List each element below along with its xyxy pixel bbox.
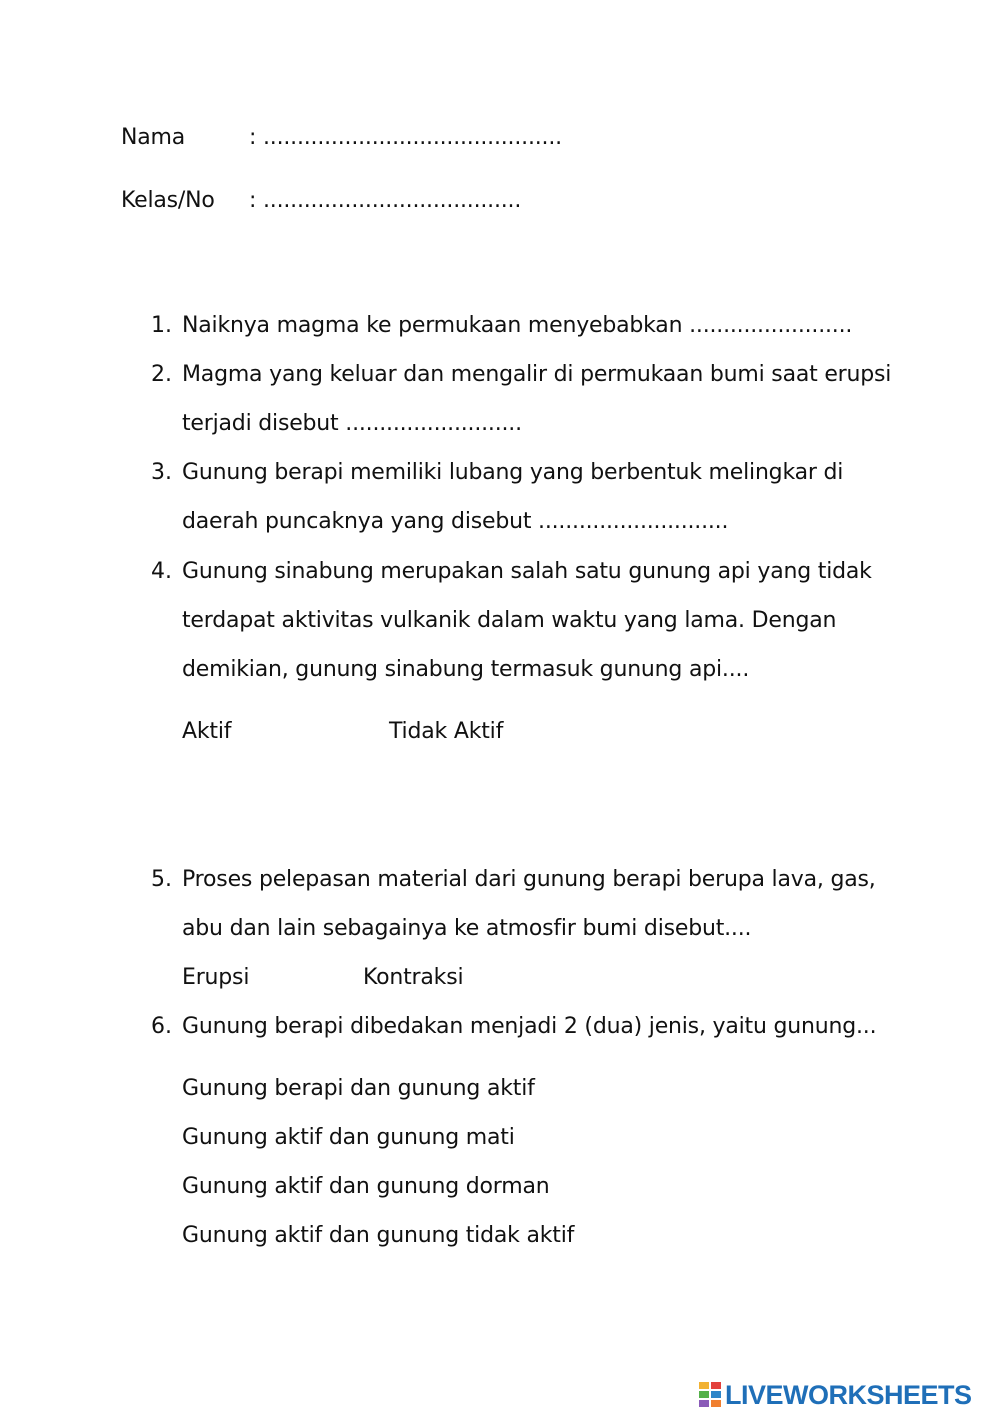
class-label: Kelas/No — [121, 188, 215, 213]
name-label: Nama — [121, 125, 186, 150]
question-3-line-1: Gunung berapi memiliki lubang yang berbentuk melingkar di — [182, 460, 844, 485]
question-4-number: 4. — [151, 559, 172, 584]
question-2-number: 2. — [151, 362, 172, 387]
question-5-option-erupsi[interactable]: Erupsi — [182, 965, 250, 990]
question-6-option-2[interactable]: Gunung aktif dan gunung mati — [182, 1125, 515, 1150]
question-6-option-1[interactable]: Gunung berapi dan gunung aktif — [182, 1076, 535, 1101]
name-field[interactable]: : ............................................ — [249, 125, 562, 150]
question-4-option-tidak-aktif[interactable]: Tidak Aktif — [389, 719, 504, 744]
liveworksheets-logo-icon — [698, 1380, 722, 1410]
question-3-number: 3. — [151, 460, 172, 485]
question-5-number: 5. — [151, 867, 172, 892]
question-4-line-3: demikian, gunung sinabung termasuk gunung api.... — [182, 657, 750, 682]
question-1-line-1: Naiknya magma ke permukaan menyebabkan ........................ — [182, 313, 853, 338]
question-5-option-kontraksi[interactable]: Kontraksi — [363, 965, 464, 990]
question-4-option-aktif[interactable]: Aktif — [182, 719, 232, 744]
question-4-line-2: terdapat aktivitas vulkanik dalam waktu yang lama. Dengan — [182, 608, 837, 633]
question-3-line-2: daerah puncaknya yang disebut ............................ — [182, 509, 729, 534]
brand-name: LIVEWORKSHEETS — [725, 1379, 972, 1410]
question-6-option-3[interactable]: Gunung aktif dan gunung dorman — [182, 1174, 550, 1199]
class-field[interactable]: : ...................................... — [249, 188, 522, 213]
question-6-line-1: Gunung berapi dibedakan menjadi 2 (dua) jenis, yaitu gunung... — [182, 1014, 877, 1039]
question-4-line-1: Gunung sinabung merupakan salah satu gunung api yang tidak — [182, 559, 872, 584]
question-1-number: 1. — [151, 313, 172, 338]
liveworksheets-brand — [698, 1378, 972, 1412]
question-2-line-2: terjadi disebut .......................... — [182, 411, 522, 436]
question-2-line-1: Magma yang keluar dan mengalir di permukaan bumi saat erupsi — [182, 362, 892, 387]
question-6-number: 6. — [151, 1014, 172, 1039]
question-5-line-2: abu dan lain sebagainya ke atmosfir bumi disebut.... — [182, 916, 752, 941]
question-5-line-1: Proses pelepasan material dari gunung berapi berupa lava, gas, — [182, 867, 876, 892]
question-6-option-4[interactable]: Gunung aktif dan gunung tidak aktif — [182, 1223, 575, 1248]
